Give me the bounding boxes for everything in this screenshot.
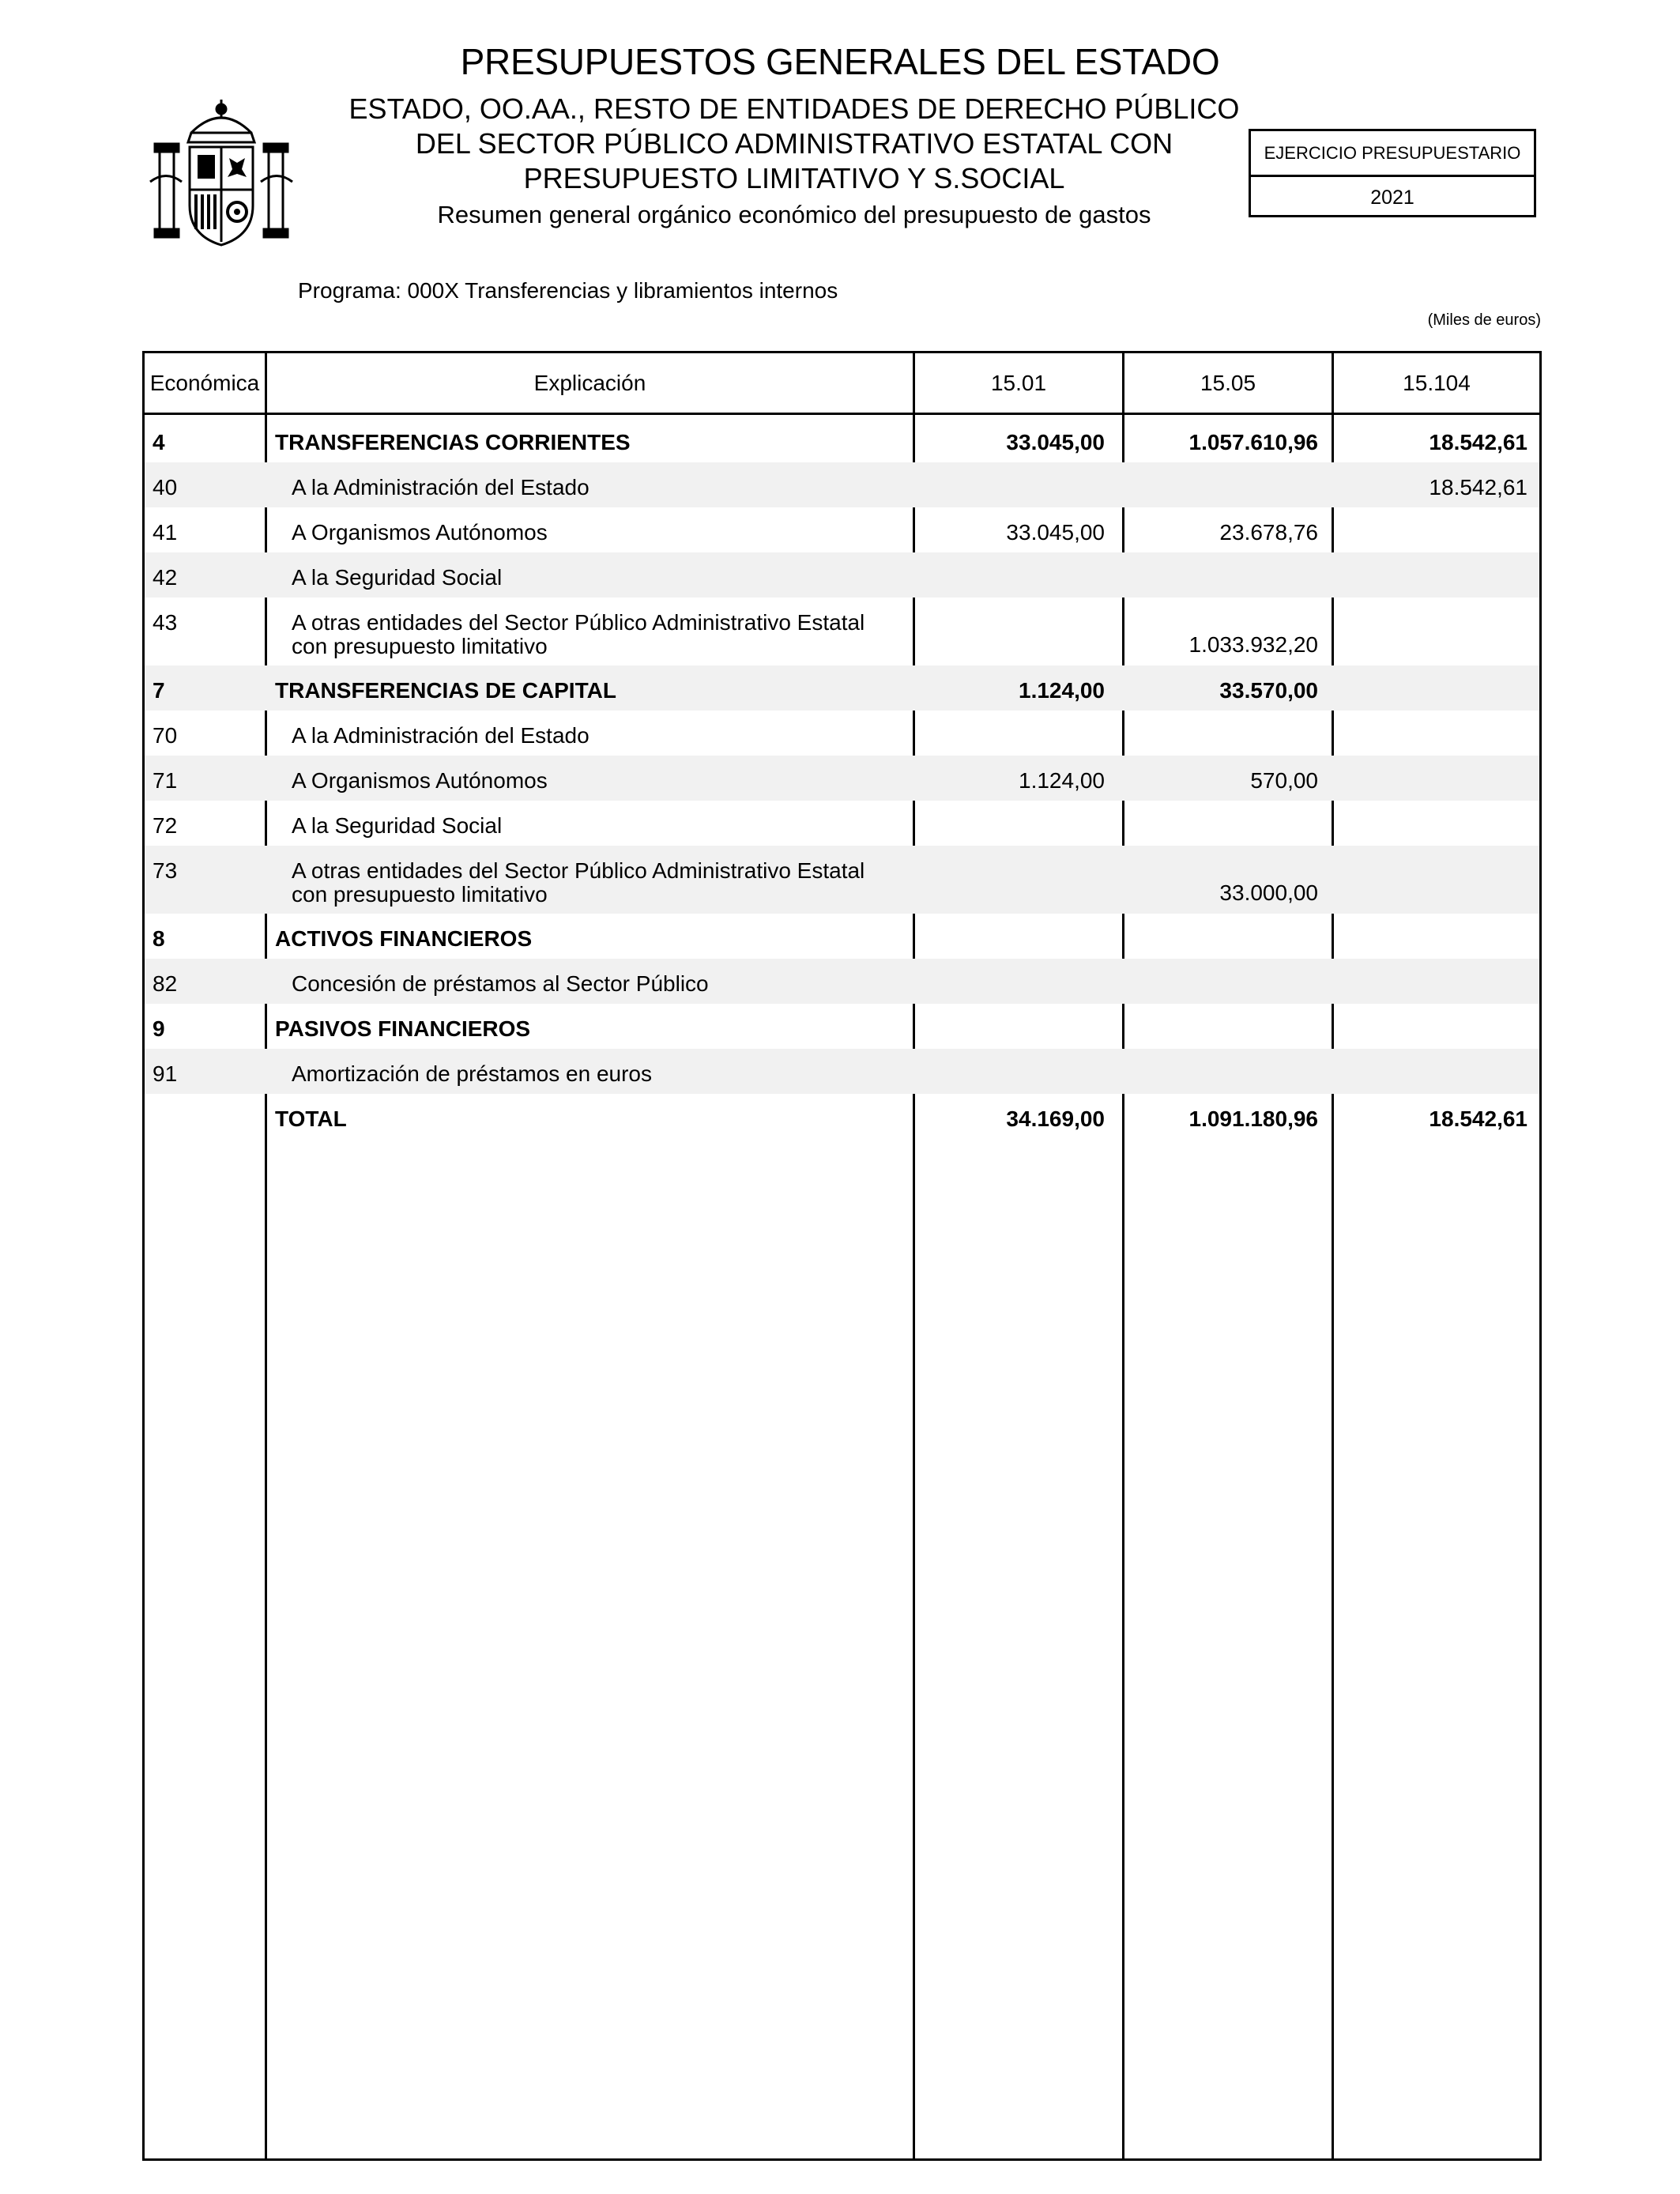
value-15-01: 1.124,00	[1019, 768, 1105, 793]
value-15-05: 570,00	[1250, 768, 1318, 793]
value-15-05: 1.057.610,96	[1188, 430, 1318, 454]
table-row	[145, 598, 1539, 665]
value-15-01	[915, 711, 1105, 724]
table-row	[145, 914, 1539, 959]
value-15-05	[1124, 801, 1318, 814]
value-15-104: 18.542,61	[1429, 1106, 1527, 1131]
value-15-01	[915, 1049, 1105, 1062]
row-explicacion	[275, 417, 919, 454]
row-code: 72	[153, 813, 178, 838]
row-explicacion	[275, 665, 919, 703]
row-code: 4	[153, 430, 165, 454]
budget-table-body	[145, 417, 1539, 1139]
subtitle-line: ESTADO, OO.AA., RESTO DE ENTIDADES DE DERECHO PÚBLICO	[348, 92, 1240, 125]
value-15-01: 34.169,00	[1006, 1106, 1105, 1131]
value-15-05	[1124, 552, 1318, 566]
row-explicacion	[292, 756, 936, 793]
value-15-01	[915, 552, 1105, 566]
table-row	[145, 711, 1539, 756]
value-15-104: 18.542,61	[1429, 475, 1527, 499]
table-row	[145, 417, 1539, 462]
row-label: A la Administración del Estado	[292, 723, 590, 748]
row-code: 73	[153, 858, 178, 883]
table-row	[145, 801, 1539, 846]
row-code: 40	[153, 475, 178, 499]
header-explicacion: Explicación	[533, 371, 646, 395]
row-code: 8	[153, 926, 165, 951]
row-label: A la Seguridad Social	[292, 813, 503, 838]
value-15-05	[1124, 959, 1318, 972]
row-explicacion	[292, 598, 936, 658]
spain-coat-of-arms-icon	[142, 95, 300, 253]
row-explicacion	[292, 959, 936, 996]
value-15-01	[915, 914, 1105, 927]
row-label: Amortización de préstamos en euros	[292, 1061, 652, 1086]
row-label: ACTIVOS FINANCIEROS	[275, 926, 533, 951]
value-15-05: 1.033.932,20	[1188, 632, 1318, 657]
value-15-104	[1334, 914, 1527, 927]
row-explicacion	[275, 914, 919, 951]
row-label: A otras entidades del Sector Público Administrativo Estatal	[292, 610, 865, 635]
programa-label: Programa: 000X Transferencias y libramientos internos	[298, 278, 838, 303]
document-description: Resumen general orgánico económico del presupuesto de gastos	[437, 201, 1151, 228]
row-label: A otras entidades del Sector Público Administrativo Estatal	[292, 858, 865, 883]
header-divider	[142, 413, 1542, 415]
value-15-104	[1334, 959, 1527, 972]
row-label: A la Administración del Estado	[292, 475, 590, 499]
row-code: 41	[153, 520, 178, 545]
value-15-104	[1334, 711, 1527, 724]
value-15-01: 1.124,00	[1019, 678, 1105, 703]
row-explicacion	[292, 801, 936, 838]
table-row	[145, 462, 1539, 507]
value-15-01	[915, 959, 1105, 972]
ejercicio-box	[1249, 129, 1536, 217]
value-15-01	[915, 598, 1105, 633]
subtitle-line: DEL SECTOR PÚBLICO ADMINISTRATIVO ESTATAL CON	[415, 127, 1173, 160]
row-code	[153, 1094, 263, 1107]
row-label: Concesión de préstamos al Sector Público	[292, 971, 709, 996]
table-row	[145, 507, 1539, 552]
table-row	[145, 959, 1539, 1004]
header-economica: Económica	[149, 371, 260, 395]
value-15-05	[1124, 1049, 1318, 1062]
table-row	[145, 1004, 1539, 1049]
value-15-104	[1334, 1049, 1527, 1062]
row-code: 91	[153, 1061, 178, 1086]
ejercicio-label: EJERCICIO PRESUPUESTARIO	[1251, 131, 1534, 177]
value-15-01	[915, 801, 1105, 814]
table-row	[145, 552, 1539, 598]
row-explicacion	[292, 1049, 936, 1086]
row-code: 9	[153, 1016, 165, 1041]
table-row	[145, 1049, 1539, 1094]
row-label: TOTAL	[275, 1106, 347, 1131]
value-15-05	[1124, 1004, 1318, 1017]
table-row	[145, 756, 1539, 801]
row-code: 43	[153, 610, 178, 635]
value-15-104	[1334, 665, 1527, 679]
ejercicio-value: 2021	[1370, 187, 1414, 209]
value-15-05: 33.570,00	[1219, 678, 1318, 703]
units-note: (Miles de euros)	[1427, 311, 1541, 329]
value-15-05	[1124, 711, 1318, 724]
value-15-05: 33.000,00	[1219, 880, 1318, 905]
header-col-15-104: 15.104	[1403, 371, 1471, 395]
value-15-01: 33.045,00	[1006, 430, 1105, 454]
row-explicacion	[275, 1094, 919, 1131]
value-15-05: 23.678,76	[1219, 520, 1318, 545]
row-label: A la Seguridad Social	[292, 565, 503, 590]
row-code: 7	[153, 678, 165, 703]
value-15-01	[915, 462, 1105, 476]
row-explicacion	[292, 507, 936, 545]
subtitle-line: PRESUPUESTO LIMITATIVO Y S.SOCIAL	[523, 162, 1065, 194]
row-label-continuation: con presupuesto limitativo	[292, 882, 548, 907]
value-15-104	[1334, 598, 1527, 633]
value-15-104	[1334, 1004, 1527, 1017]
table-row	[145, 1094, 1539, 1139]
row-explicacion	[292, 711, 936, 748]
value-15-01	[915, 846, 1105, 881]
row-code: 42	[153, 565, 178, 590]
row-label-continuation: con presupuesto limitativo	[292, 634, 548, 658]
row-label: TRANSFERENCIAS DE CAPITAL	[275, 678, 616, 703]
value-15-104	[1334, 552, 1527, 566]
table-row	[145, 665, 1539, 711]
row-label: PASIVOS FINANCIEROS	[275, 1016, 531, 1041]
value-15-104: 18.542,61	[1429, 430, 1527, 454]
row-explicacion	[292, 846, 936, 907]
document-title: PRESUPUESTOS GENERALES DEL ESTADO	[460, 41, 1220, 82]
row-code: 71	[153, 768, 178, 793]
row-explicacion	[292, 552, 936, 590]
table-row	[145, 846, 1539, 914]
header-col-15-05: 15.05	[1200, 371, 1256, 395]
row-explicacion	[275, 1004, 919, 1041]
document-subtitle	[312, 92, 1276, 196]
row-label: A Organismos Autónomos	[292, 520, 548, 545]
header-col-15-01: 15.01	[990, 371, 1047, 395]
value-15-05	[1124, 462, 1318, 476]
value-15-01	[915, 1004, 1105, 1017]
value-15-05: 1.091.180,96	[1188, 1106, 1318, 1131]
row-code: 70	[153, 723, 178, 748]
row-label: A Organismos Autónomos	[292, 768, 548, 793]
row-label: TRANSFERENCIAS CORRIENTES	[275, 430, 631, 454]
value-15-104	[1334, 846, 1527, 881]
value-15-104	[1334, 756, 1527, 769]
value-15-01: 33.045,00	[1006, 520, 1105, 545]
row-code: 82	[153, 971, 178, 996]
value-15-05	[1124, 914, 1318, 927]
value-15-104	[1334, 801, 1527, 814]
row-explicacion	[292, 462, 936, 499]
value-15-104	[1334, 507, 1527, 521]
